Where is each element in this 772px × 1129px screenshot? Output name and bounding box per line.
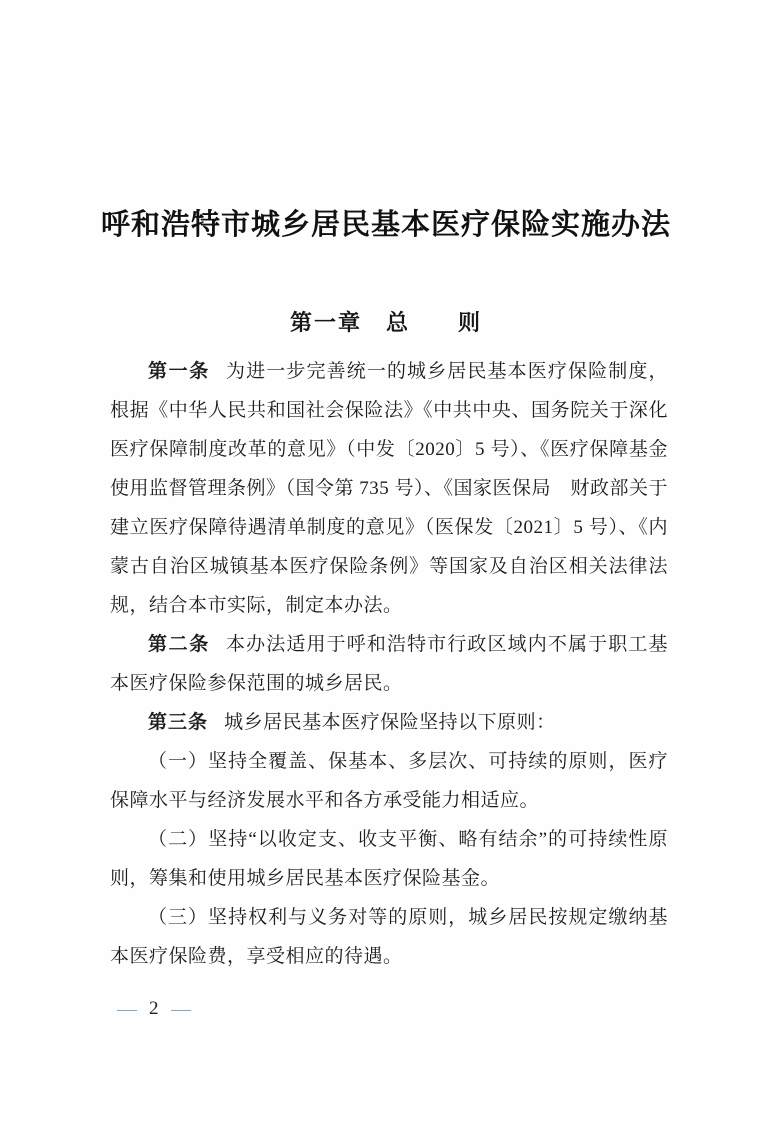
document-body: [110, 352, 668, 976]
page-number: 2: [149, 998, 159, 1019]
paragraph-text: （三）坚持权利与义务对等的原则，城乡居民按规定缴纳基本医疗保险费，享受相应的待遇。: [110, 907, 668, 967]
paragraph: [110, 352, 668, 625]
paragraph-text: 城乡居民基本医疗保险坚持以下原则：: [224, 712, 556, 733]
page-footer: [118, 998, 190, 1020]
chapter-heading: 第一章 总 则: [289, 310, 482, 335]
footer-right-dash: —: [170, 999, 191, 1019]
article-number: 第三条: [148, 712, 209, 733]
article-number: 第二条: [148, 634, 210, 655]
paragraph-text: （一）坚持全覆盖、保基本、多层次、可持续的原则，医疗保障水平与经济发展水平和各方承受能力相适应。: [110, 751, 668, 811]
paragraph-text: 为进一步完善统一的城乡居民基本医疗保险制度，根据《中华人民共和国社会保险法》《中共中央、国务院关于深化医疗保障制度改革的意见》（中发〔2020〕5 号）、《医疗保障基金使用监督管理条例》（国令第 735 号）、《国家医保局 财政部关于建立医疗保障待遇清单制度的意见》（医保发〔2021〕5 号）、《内蒙古自治区城镇基本医疗保险条例》等国家及自治区相关法律法规，结合本市实际，制定本办法。: [110, 361, 669, 616]
article-number: 第一条: [148, 361, 210, 382]
paragraph: [110, 625, 668, 703]
footer-left-dash: —: [117, 999, 137, 1019]
paragraph: [110, 742, 668, 820]
paragraph: [110, 898, 668, 976]
document-title: 呼和浩特市城乡居民基本医疗保险实施办法: [100, 209, 671, 241]
paragraph: [110, 703, 668, 742]
paragraph-text: 本办法适用于呼和浩特市行政区域内不属于职工基本医疗保险参保范围的城乡居民。: [110, 634, 668, 694]
paragraph: [110, 820, 668, 898]
paragraph-text: （二）坚持“以收定支、收支平衡、略有结余”的可持续性原则，筹集和使用城乡居民基本医疗保险基金。: [110, 829, 668, 889]
